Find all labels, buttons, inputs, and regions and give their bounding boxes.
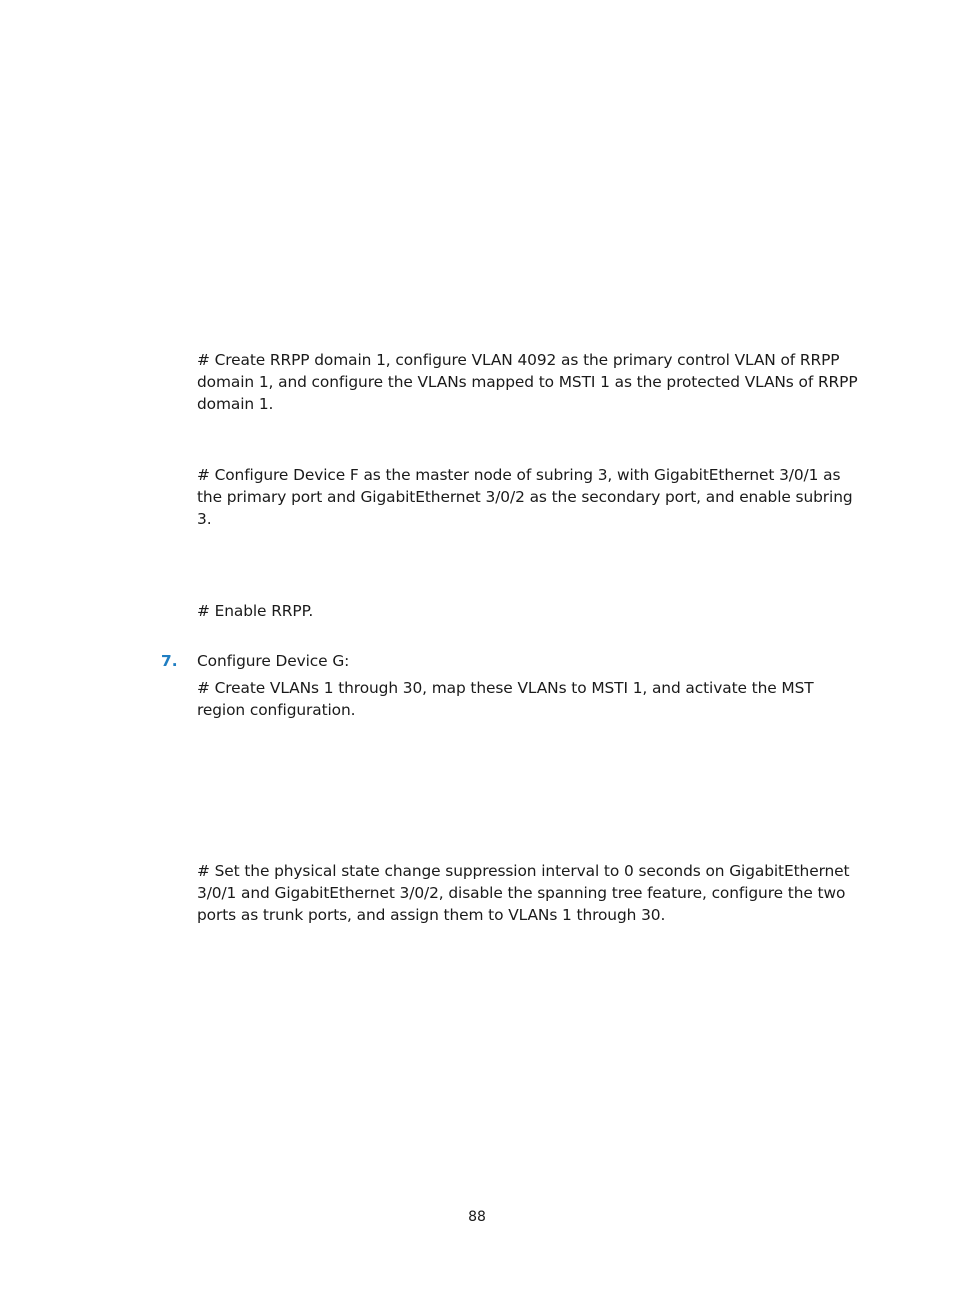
paragraph-configure-master-node: # Configure Device F as the master node of subring 3, with GigabitEthernet 3/0/1 as the primary port and GigabitEthernet 3/0/2 as the secondary port, and enable subring 3. <box>197 466 853 528</box>
paragraph-create-vlans: # Create VLANs 1 through 30, map these VLANs to MSTI 1, and activate the MST region configuration. <box>197 679 814 719</box>
paragraph-set-suppression-interval: # Set the physical state change suppression interval to 0 seconds on GigabitEthernet 3/0/1 and GigabitEthernet 3/0/2, disable the spanning tree feature, configure the two ports as trunk ports, and assign them to VLANs 1 through 30. <box>197 862 850 924</box>
step-label: Configure Device G: <box>197 652 350 670</box>
step-number: 7. <box>161 652 178 670</box>
paragraph-create-rrpp-domain: # Create RRPP domain 1, configure VLAN 4092 as the primary control VLAN of RRPP domain 1, and configure the VLANs mapped to MSTI 1 as the protected VLANs of RRPP domain 1. <box>197 351 858 413</box>
paragraph-enable-rrpp: # Enable RRPP. <box>197 602 314 620</box>
page-number: 88 <box>468 1209 486 1225</box>
